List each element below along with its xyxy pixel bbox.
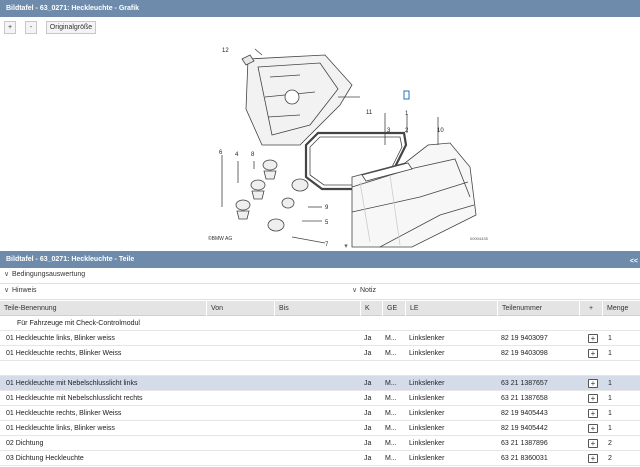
table-row[interactable] <box>0 391 640 406</box>
chevron-down-icon: ∨ <box>4 287 10 294</box>
chevron-down-icon: ∨ <box>352 287 358 294</box>
add-to-cart-icon[interactable]: + <box>588 394 598 403</box>
divider <box>0 299 640 300</box>
divider <box>0 283 640 284</box>
add-to-cart-icon[interactable]: + <box>588 379 598 388</box>
callout-1: 1 <box>405 111 409 117</box>
group-label: Für Fahrzeuge mit Check-Controlmodul <box>17 320 140 327</box>
graphic-panel-title: Bildtafel - 63_0271: Heckleuchte - Grafik <box>0 0 640 17</box>
cell-le: Linkslenker <box>409 335 445 342</box>
table-row[interactable] <box>0 451 640 466</box>
graphic-toolbar <box>0 17 640 37</box>
cell-partnumber: 82 19 9405443 <box>501 410 548 417</box>
copyright-logo: ©BMW AG <box>208 236 233 242</box>
cell-partnumber: 63 21 1387658 <box>501 395 548 402</box>
column-header-k[interactable]: K <box>360 301 382 316</box>
cell-quantity: 1 <box>608 425 612 432</box>
filter-hint-label: Hinweis <box>12 287 37 294</box>
callout-2: 2 <box>405 128 409 134</box>
group-row <box>0 316 640 331</box>
column-header-add[interactable]: + <box>579 301 602 316</box>
table-row[interactable] <box>0 421 640 436</box>
callout-11: 11 <box>366 110 373 116</box>
cell-partnumber: 63 21 1387657 <box>501 380 548 387</box>
column-header-quantity[interactable]: Menge <box>602 301 640 316</box>
table-row[interactable] <box>0 436 640 451</box>
parts-table-header <box>0 301 640 316</box>
cell-k: Ja <box>364 425 372 432</box>
parts-panel-title <box>0 251 640 268</box>
cell-partnumber: 63 21 1387896 <box>501 440 548 447</box>
cell-ge: M... <box>385 440 397 447</box>
collapse-panel-icon[interactable]: << <box>629 258 638 265</box>
filter-condition-toggle[interactable] <box>4 269 85 281</box>
cell-le: Linkslenker <box>409 380 445 387</box>
cell-le: Linkslenker <box>409 440 445 447</box>
cell-quantity: 2 <box>608 455 612 462</box>
zoom-in-button[interactable]: + <box>4 21 16 34</box>
cell-le: Linkslenker <box>409 410 445 417</box>
cell-le: Linkslenker <box>409 425 445 432</box>
parts-diagram-drawing <box>0 37 640 248</box>
callout-8: 8 <box>251 152 255 158</box>
table-row[interactable] <box>0 331 640 346</box>
drawing-number: 00004435 <box>470 236 488 241</box>
cell-k: Ja <box>364 440 372 447</box>
callout-6: 6 <box>219 150 223 156</box>
cell-ge: M... <box>385 335 397 342</box>
column-header-le[interactable]: LE <box>405 301 497 316</box>
cell-quantity: 1 <box>608 410 612 417</box>
cell-partnumber: 63 21 8360031 <box>501 455 548 462</box>
cell-name: 01 Heckleuchte mit Nebelschlusslicht rechts <box>6 395 143 402</box>
add-to-cart-icon[interactable]: + <box>588 409 598 418</box>
filter-note-label: Notiz <box>360 287 376 294</box>
cell-quantity: 2 <box>608 440 612 447</box>
callout-12: 12 <box>222 48 229 54</box>
column-header-partnumber[interactable]: Teilenummer <box>497 301 579 316</box>
cell-name: 01 Heckleuchte links, Blinker weiss <box>6 335 115 342</box>
table-row[interactable] <box>0 346 640 361</box>
filter-hint-toggle[interactable] <box>4 285 37 297</box>
column-header-to[interactable]: Bis <box>274 301 360 316</box>
cell-ge: M... <box>385 350 397 357</box>
cell-partnumber: 82 19 9403098 <box>501 350 548 357</box>
parts-panel-title-text: Bildtafel - 63_0271: Heckleuchte - Teile <box>6 256 135 263</box>
table-row[interactable] <box>0 376 640 391</box>
cell-ge: M... <box>385 425 397 432</box>
cell-ge: M... <box>385 395 397 402</box>
cell-ge: M... <box>385 455 397 462</box>
cell-ge: M... <box>385 410 397 417</box>
cell-partnumber: 82 19 9403097 <box>501 335 548 342</box>
filter-note-toggle[interactable] <box>352 285 376 297</box>
cell-quantity: 1 <box>608 380 612 387</box>
cell-name: 01 Heckleuchte rechts, Blinker Weiss <box>6 350 122 357</box>
cell-ge: M... <box>385 380 397 387</box>
table-row[interactable] <box>0 406 640 421</box>
cell-k: Ja <box>364 395 372 402</box>
callout-9: 9 <box>325 205 329 211</box>
cell-name: 02 Dichtung <box>6 440 44 447</box>
cell-le: Linkslenker <box>409 395 445 402</box>
cell-k: Ja <box>364 335 372 342</box>
add-to-cart-icon[interactable]: + <box>588 349 598 358</box>
add-to-cart-icon[interactable]: + <box>588 424 598 433</box>
cell-partnumber: 82 19 9405442 <box>501 425 548 432</box>
callout-4: 4 <box>235 152 239 158</box>
filter-condition-label: Bedingungsauswertung <box>12 271 86 278</box>
cell-quantity: 1 <box>608 335 612 342</box>
cell-k: Ja <box>364 455 372 462</box>
table-row[interactable] <box>0 361 640 376</box>
add-to-cart-icon[interactable]: + <box>588 334 598 343</box>
cell-name: 01 Heckleuchte links, Blinker weiss <box>6 425 115 432</box>
callout-5: 5 <box>325 220 329 226</box>
cell-name: 03 Dichtung Heckleuchte <box>6 455 84 462</box>
zoom-out-button[interactable]: - <box>25 21 37 34</box>
parts-diagram <box>0 37 640 248</box>
chevron-down-icon: ∨ <box>4 271 10 278</box>
original-size-button[interactable]: Originalgröße <box>46 21 96 34</box>
add-to-cart-icon[interactable]: + <box>588 439 598 448</box>
column-header-from[interactable]: Von <box>206 301 274 316</box>
callout-3: 3 <box>387 128 391 134</box>
column-header-name[interactable]: Teile-Benennung <box>4 305 57 312</box>
cell-name: 01 Heckleuchte rechts, Blinker Weiss <box>6 410 122 417</box>
cell-k: Ja <box>364 410 372 417</box>
cell-name: 01 Heckleuchte mit Nebelschlusslicht links <box>6 380 138 387</box>
column-header-ge[interactable]: GE <box>382 301 405 316</box>
splitter-handle[interactable]: ▾ <box>344 243 348 250</box>
cell-k: Ja <box>364 380 372 387</box>
cell-k: Ja <box>364 350 372 357</box>
callout-10: 10 <box>437 128 444 134</box>
cell-quantity: 1 <box>608 395 612 402</box>
cell-le: Linkslenker <box>409 350 445 357</box>
callout-7: 7 <box>325 242 329 248</box>
cell-quantity: 1 <box>608 350 612 357</box>
cell-le: Linkslenker <box>409 455 445 462</box>
add-to-cart-icon[interactable]: + <box>588 454 598 463</box>
